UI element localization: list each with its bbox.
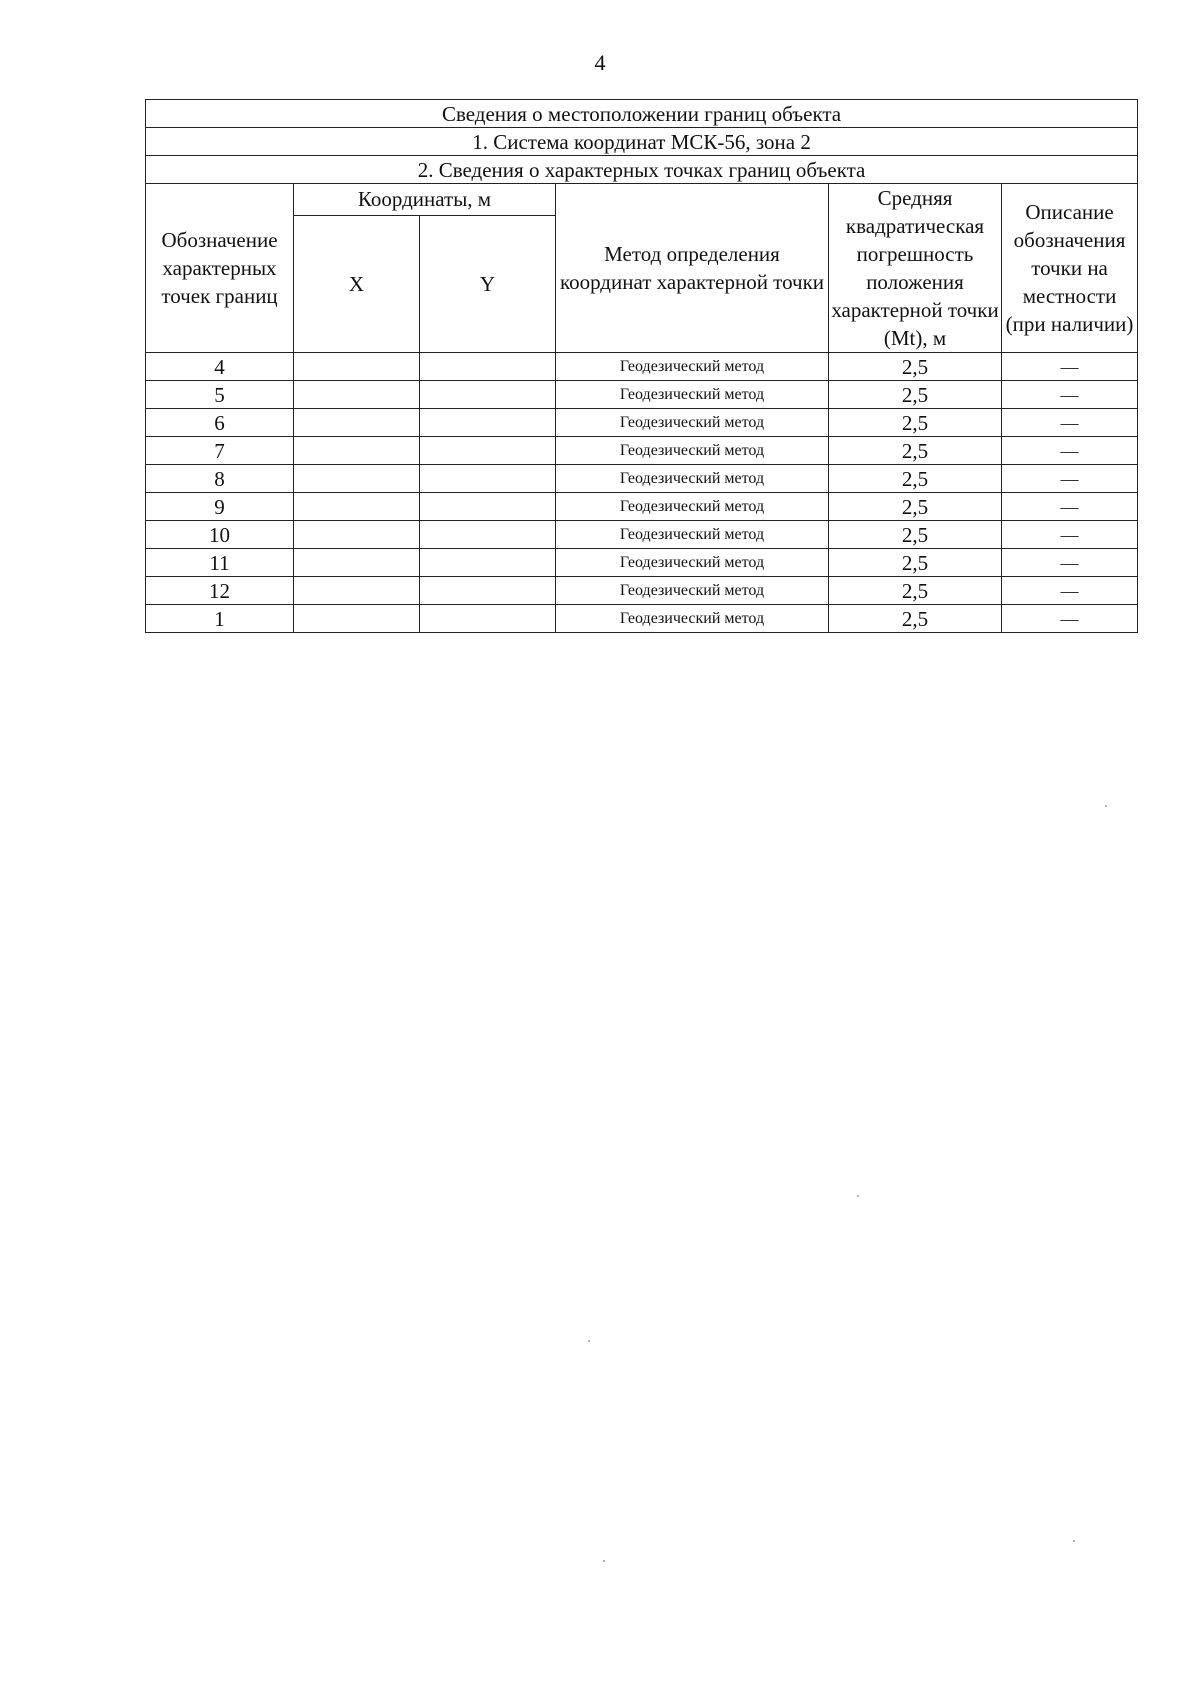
error-cell: 2,5 xyxy=(829,437,1002,465)
header-row-1 xyxy=(146,184,1138,216)
y-cell xyxy=(420,577,556,605)
points-heading: 2. Сведения о характерных точках границ объекта xyxy=(146,156,1138,184)
header-rms-error: Средняя квадратическая погрешность положения характерной точки (Mt), м xyxy=(829,184,1002,353)
method-cell: Геодезический метод xyxy=(556,437,829,465)
description-cell: — xyxy=(1002,381,1138,409)
error-cell: 2,5 xyxy=(829,521,1002,549)
error-cell: 2,5 xyxy=(829,549,1002,577)
method-cell: Геодезический метод xyxy=(556,577,829,605)
table-row xyxy=(146,577,1138,605)
header-method: Метод определения координат характерной точки xyxy=(556,184,829,353)
y-cell xyxy=(420,465,556,493)
x-cell xyxy=(294,409,420,437)
header-coordinates: Координаты, м xyxy=(294,184,556,216)
description-cell: — xyxy=(1002,521,1138,549)
method-cell: Геодезический метод xyxy=(556,549,829,577)
table-row xyxy=(146,549,1138,577)
page-number: 4 xyxy=(594,50,606,75)
point-cell: 11 xyxy=(146,549,294,577)
y-cell xyxy=(420,381,556,409)
description-cell: — xyxy=(1002,409,1138,437)
table-row xyxy=(146,605,1138,633)
x-cell xyxy=(294,353,420,381)
method-cell: Геодезический метод xyxy=(556,605,829,633)
boundary-points-table xyxy=(145,99,1138,633)
header-description: Описание обозначения точки на местности (при наличии) xyxy=(1002,184,1138,353)
method-cell: Геодезический метод xyxy=(556,521,829,549)
table-row xyxy=(146,521,1138,549)
scan-speck xyxy=(1073,1540,1075,1542)
description-cell: — xyxy=(1002,605,1138,633)
x-cell xyxy=(294,437,420,465)
method-cell: Геодезический метод xyxy=(556,493,829,521)
description-cell: — xyxy=(1002,493,1138,521)
table-row xyxy=(146,437,1138,465)
header-point-designation: Обозначение характерных точек границ xyxy=(146,184,294,353)
header-x: X xyxy=(294,215,420,352)
section-title: Сведения о местоположении границ объекта xyxy=(146,100,1138,128)
scan-speck xyxy=(588,1340,590,1342)
method-cell: Геодезический метод xyxy=(556,381,829,409)
error-cell: 2,5 xyxy=(829,381,1002,409)
points-heading-row xyxy=(146,156,1138,184)
table-row xyxy=(146,465,1138,493)
y-cell xyxy=(420,437,556,465)
error-cell: 2,5 xyxy=(829,605,1002,633)
x-cell xyxy=(294,381,420,409)
section-title-row xyxy=(146,100,1138,128)
description-cell: — xyxy=(1002,549,1138,577)
x-cell xyxy=(294,493,420,521)
x-cell xyxy=(294,549,420,577)
scan-speck xyxy=(603,1560,605,1562)
point-cell: 8 xyxy=(146,465,294,493)
description-cell: — xyxy=(1002,577,1138,605)
x-cell xyxy=(294,521,420,549)
y-cell xyxy=(420,549,556,577)
header-y: Y xyxy=(420,215,556,352)
error-cell: 2,5 xyxy=(829,577,1002,605)
y-cell xyxy=(420,605,556,633)
point-cell: 12 xyxy=(146,577,294,605)
x-cell xyxy=(294,465,420,493)
method-cell: Геодезический метод xyxy=(556,409,829,437)
description-cell: — xyxy=(1002,437,1138,465)
y-cell xyxy=(420,493,556,521)
point-cell: 9 xyxy=(146,493,294,521)
description-cell: — xyxy=(1002,353,1138,381)
point-cell: 7 xyxy=(146,437,294,465)
x-cell xyxy=(294,605,420,633)
method-cell: Геодезический метод xyxy=(556,465,829,493)
point-cell: 6 xyxy=(146,409,294,437)
table-row xyxy=(146,409,1138,437)
y-cell xyxy=(420,353,556,381)
x-cell xyxy=(294,577,420,605)
point-cell: 5 xyxy=(146,381,294,409)
point-cell: 10 xyxy=(146,521,294,549)
error-cell: 2,5 xyxy=(829,353,1002,381)
scan-speck xyxy=(857,1195,859,1197)
point-cell: 1 xyxy=(146,605,294,633)
table-row xyxy=(146,353,1138,381)
error-cell: 2,5 xyxy=(829,465,1002,493)
y-cell xyxy=(420,521,556,549)
error-cell: 2,5 xyxy=(829,493,1002,521)
y-cell xyxy=(420,409,556,437)
method-cell: Геодезический метод xyxy=(556,353,829,381)
coordinate-system: 1. Система координат МСК-56, зона 2 xyxy=(146,128,1138,156)
scan-speck xyxy=(1105,805,1107,807)
error-cell: 2,5 xyxy=(829,409,1002,437)
point-cell: 4 xyxy=(146,353,294,381)
table-row xyxy=(146,493,1138,521)
table-row xyxy=(146,381,1138,409)
description-cell: — xyxy=(1002,465,1138,493)
coordinate-system-row xyxy=(146,128,1138,156)
